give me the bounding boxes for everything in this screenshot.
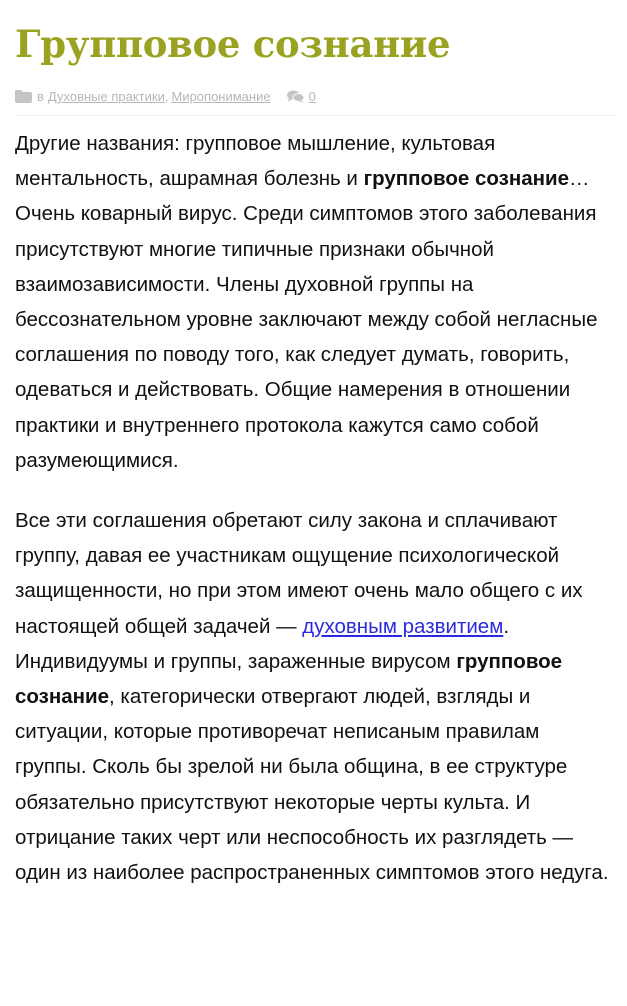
bold-term: групповое сознание bbox=[363, 167, 570, 191]
category-separator: , bbox=[164, 88, 169, 104]
article-title: Групповое сознание bbox=[15, 22, 451, 66]
meta-divider bbox=[15, 115, 615, 116]
paragraph-text: . Индивидуумы и группы, зараженные вирусом bbox=[15, 614, 510, 673]
paragraph-text: , категорически отвергают людей, взгляды и ситуации, которые противоречат неписаным правилам группы. Сколь бы зрелой ни была община, в ее структуре обязательно присутствуют некоторые черты культа. И отрицание таких черт или неспособность их разглядеть — один из наиболее распространенных симптомов этого недуга. bbox=[15, 685, 609, 885]
paragraph-text: Все эти соглашения обретают силу закона и сплачивают группу, давая ее участникам ощущение психологической защищенности, но при этом имеют очень мало общего с их настоящей общей задачей — bbox=[15, 509, 583, 638]
paragraph-text: Другие названия: групповое мышление, культовая ментальность, ашрамная болезнь и bbox=[15, 132, 496, 191]
category-link-spiritual-practices[interactable]: Духовные практики bbox=[47, 88, 165, 104]
meta-in-label: в bbox=[37, 88, 44, 104]
category-link-worldview[interactable]: Миропонимание bbox=[171, 88, 271, 104]
comments-count-link[interactable]: 0 bbox=[308, 88, 316, 104]
bold-term: групповое сознание bbox=[15, 649, 563, 709]
spiritual-development-link[interactable]: духовным развитием bbox=[302, 614, 504, 638]
paragraph-text: … Очень коварный вирус. Среди симптомов этого заболевания присутствуют многие типичные признаки обычной взаимозависимости. Члены духовной группы на бессознательном уровне заключают между собой негласные соглашения по поводу того, как следует думать, говорить, одеваться и действовать. Общие намерения в отношении практики и внутреннего протокола кажутся само собой разумеющимися. bbox=[15, 167, 598, 472]
article-content bbox=[15, 126, 615, 890]
folder-icon bbox=[15, 90, 32, 103]
paragraph-1 bbox=[15, 126, 615, 478]
post-meta bbox=[15, 85, 615, 107]
comments-icon bbox=[287, 90, 304, 103]
paragraph-2 bbox=[15, 503, 615, 890]
